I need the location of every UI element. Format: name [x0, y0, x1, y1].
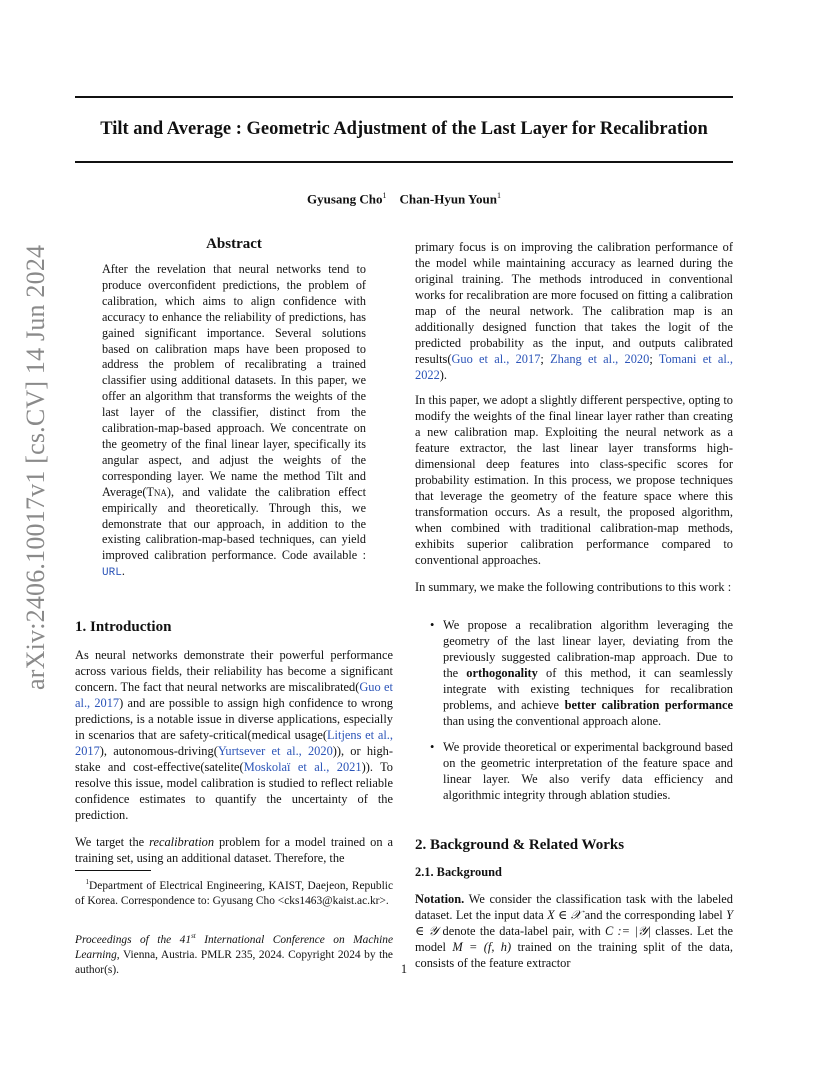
text-run: trained on the training split of the data, consists of the feature extractor [415, 940, 734, 970]
text-run: We provide theoretical or experimental background based on the geometric interpretation of the feature space and linear layer. We also verify data efficiency and algorithmic integrity through ablation studies. [443, 740, 733, 802]
authors [75, 191, 733, 207]
math: C := |𝒴| [604, 924, 651, 938]
footnote-text: International Conference on Machine Learning [75, 933, 393, 961]
page-number: 1 [400, 962, 408, 976]
text-run: We target the [75, 835, 150, 849]
text-run: We consider the classification task with the labeled dataset. Let the input data [415, 892, 733, 922]
citation-link[interactable]: Guo et al., 2017 [451, 352, 541, 366]
text-run: As neural networks demonstrate their powerful performance across various fields, their reliability has become a significant concern. The fact that neural networks are miscalibrated( [75, 648, 393, 694]
text-run: problem for a model trained on a training set, using an additional dataset. Therefore, the [75, 835, 393, 865]
bullet-icon: • [430, 618, 435, 632]
abstract-text [102, 262, 366, 582]
text-run: than using the conventional approach alone. [443, 714, 662, 728]
paper-title: Tilt and Average : Geometric Adjustment of the Last Layer for Recalibration [100, 119, 708, 139]
list-item [415, 739, 733, 803]
math: ∈ [415, 924, 429, 938]
footnote-text: Proceedings of the [75, 933, 180, 946]
text-run: )), or high-stake and cost-effective(satelite( [75, 744, 393, 774]
citation-link[interactable]: Guo et al., 2017 [75, 680, 393, 710]
emphasis: recalibration [149, 835, 215, 849]
background-heading: 2. Background & Related Works [415, 837, 625, 853]
footnote-rule [75, 870, 151, 871]
citation-link[interactable]: Moskolaï et al., 2021 [243, 760, 362, 774]
right-paragraph-3: In summary, we make the following contributions to this work : [415, 580, 732, 594]
abstract-text-part: . [121, 564, 125, 579]
footnote-text: 41 [179, 933, 192, 946]
citation-link[interactable]: Tomani et al., 2022 [415, 352, 734, 382]
text-run: primary focus is on improving the calibration performance of the model while maintaining accuracy as learned during the original training. The methods introduced in conventional works for recalibration are more focused on fitting a calibration map of the neural network. The calibration map is an additionally designed function that takes the logit of the predicted probability as the input, and outputs calibrated results( [415, 240, 733, 366]
citation-link[interactable]: Litjens et al., 2017 [75, 728, 393, 758]
arxiv-stamp: arXiv:2406.10017v1 [cs.CV] 14 Jun 2024 [21, 244, 50, 690]
author-name: Chan-Hyun Youn [399, 191, 497, 207]
notation-paragraph [415, 891, 733, 971]
bullet-icon: • [430, 740, 435, 754]
math: 𝒳 [570, 908, 582, 922]
math: X [547, 908, 555, 922]
method-name-tna: Tna [146, 484, 167, 499]
math: ∈ [554, 908, 571, 922]
abstract-text-part: After the revelation that neural networks tend to produce overconfident predictions, the problem of calibration, which aims to align confidence with accuracy to enhance the reliability of predictions, has gained significant importance. Several solutions based on calibration maps have been proposed to address the problem of recalibrating a trained classifier using additional datasets. In this paper, we offer an algorithm that transforms the weights of the last layer of the classifier, distinct from the calibration-map-based approach. We concentrate on the geometry of the final linear layer, specifically its angular aspect, and adjust the weights of the corresponding layer. We name the method Tilt and Average( [102, 262, 366, 499]
author-name: Gyusang Cho [307, 191, 383, 207]
math: Y [726, 908, 734, 922]
intro-paragraph-1 [75, 647, 393, 823]
intro-paragraph-2 [75, 834, 393, 866]
footnote-mark: 1 [85, 878, 90, 886]
math: 𝒴 [428, 924, 439, 938]
title-top-rule [75, 96, 733, 98]
text-run: )). To resolve this issue, model calibration is studied to reflect reliable confidence estimates to quantify the uncertainty of the prediction. [75, 760, 393, 822]
footnote-text: , Vienna, Austria. PMLR 235, 2024. Copyright 2024 by the author(s). [75, 948, 393, 976]
footnote-text: st [191, 932, 196, 940]
text-run: ) and are possible to assign high confidence to wrong predictions, is a notable issue in diverse applications, especially in scenarios that are safety-critical(medical usage( [75, 696, 393, 742]
author-affil: 1 [496, 191, 501, 200]
footnote-text: Department of Electrical Engineering, KAIST, Daejeon, Republic of Korea. Correspondence to: Gyusang Cho <cks1463@kaist.ac.kr>. [75, 879, 393, 907]
code-url-link[interactable]: URL [102, 567, 122, 580]
right-paragraph-2: In this paper, we adopt a slightly different perspective, opting to modify the weights of the final linear layer rather than creating a new calibration map. Exploiting the neural network as a feature extractor, the last linear layer transforms high-dimensional deep features into class-specific scores for probability estimation. In this process, we propose techniques that leverage the geometry of the feature space where this transformation occurs. As a result, the proposed algorithm, when combined with traditional calibration-map methods, exhibits superior calibration performance compared to conventional approaches. [415, 393, 733, 567]
author-affil: 1 [382, 191, 387, 200]
text-run: ), autonomous-driving( [99, 744, 218, 758]
text-run: We propose a recalibration algorithm leveraging the geometry of the last linear layer, deviating from the previously suggested calibration-map approach. Due to the [443, 618, 733, 680]
text-run: denote the data-label pair, with [438, 924, 605, 938]
intro-heading: 1. Introduction [75, 619, 172, 635]
background-subheading: 2.1. Background [415, 865, 502, 879]
citation-link[interactable]: Zhang et al., 2020 [550, 352, 650, 366]
abstract-heading: Abstract [206, 236, 262, 252]
right-paragraph-1: primary focus is on improving the calibration performance of the model while maintaining accuracy as learned during the original training. The methods introduced in conventional works for recalibration are more focused on fitting a calibration map of the neural network. The calibration map is an additionally designed function that takes the logit of the predicted probability as the input, and outputs calibrated results(Guo et al., 2017; Zhang et al., 2020; Tomani et al., 2022). [415, 240, 734, 382]
citation-link[interactable]: Yurtsever et al., 2020 [217, 744, 333, 758]
text-run: and the corresponding label [581, 908, 727, 922]
emphasis: better calibration performance [564, 698, 733, 712]
paragraph-label: Notation. [415, 892, 465, 906]
list-item [415, 617, 733, 729]
proceedings-footnote [75, 929, 393, 978]
emphasis: orthogonality [466, 666, 538, 680]
text-run: of this method, it can seamlessly integrate with existing techniques for recalibration problems, and achieve [443, 666, 733, 712]
text-run: ). [439, 368, 448, 382]
abstract-text-part: ), and validate the calibration effect empirically and theoretically. Through this, we demonstrate that our approach, in addition to the existing calibration-map-based techniques, can yield improved calibration performance. Code available : [102, 484, 366, 563]
affiliation-footnote [75, 875, 393, 909]
contributions-list [415, 617, 733, 803]
math: M = (f, h) [452, 940, 512, 954]
text-run: classes. Let the model [415, 924, 733, 954]
title-bottom-rule [75, 161, 733, 163]
